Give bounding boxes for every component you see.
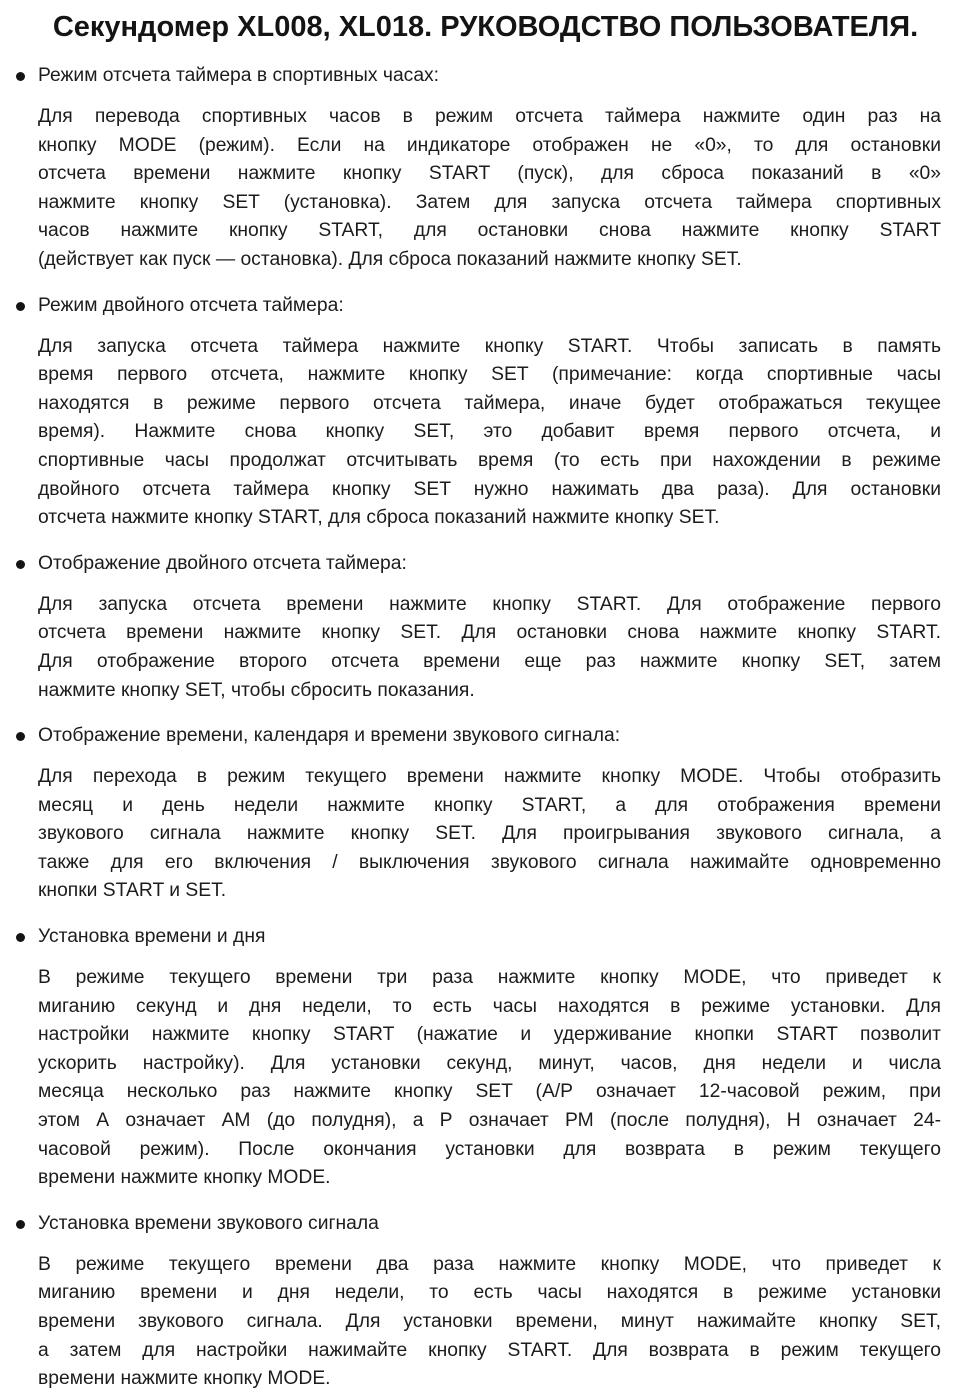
section-paragraph — [38, 964, 941, 1193]
section-heading: Отображение двойного отсчета таймера: — [38, 552, 407, 574]
manual-section — [0, 292, 971, 533]
bullet-icon — [16, 1220, 25, 1229]
paragraph-line: отсчета времени нажмите кнопку START (пуск), для сброса показаний в «0» — [38, 163, 941, 185]
paragraph-line: месяца несколько раз нажмите кнопку SET (А/Р означает 12-часовой режим, при — [38, 1081, 941, 1103]
paragraph-line: Для перевода спортивных часов в режим отсчета таймера нажмите один раз на — [38, 106, 941, 127]
paragraph-line: отсчета времени нажмите кнопку SET. Для остановки снова нажмите кнопку START. — [38, 622, 941, 644]
section-paragraph — [38, 591, 941, 705]
bullet-icon — [16, 302, 25, 311]
paragraph-line: В режиме текущего времени два раза нажмите кнопку MODE, что приведет к — [38, 1253, 941, 1275]
section-heading: Режим двойного отсчета таймера: — [38, 294, 344, 316]
paragraph-line: также для его включения / выключения звукового сигнала нажимайте одновременно — [38, 851, 941, 873]
paragraph-line: времени нажмите кнопку MODE. — [38, 1368, 331, 1390]
paragraph-line: времени нажмите кнопку MODE. — [38, 1167, 331, 1189]
paragraph-line: ускорить настройку). Для установки секунд, минут, часов, дня недели и числа — [38, 1052, 941, 1074]
paragraph-line: часов нажмите кнопку START, для остановки снова нажмите кнопку START — [38, 220, 941, 242]
paragraph-line: Для запуска отсчета таймера нажмите кнопку START. Чтобы записать в память — [38, 335, 941, 357]
section-paragraph — [38, 333, 941, 533]
manual-section — [0, 722, 971, 906]
paragraph-line: время первого отсчета, нажмите кнопку SET (примечание: когда спортивные часы — [38, 364, 941, 386]
manual-section — [0, 1210, 971, 1394]
manual-section — [0, 923, 971, 1193]
paragraph-line: нажмите кнопку SET (установка). Затем для запуска отсчета таймера спортивных — [38, 191, 941, 213]
section-heading: Установка времени звукового сигнала — [38, 1212, 379, 1234]
paragraph-line: настройки нажмите кнопку START (нажатие и удерживание кнопки START позволит — [38, 1024, 941, 1046]
paragraph-line: миганию секунд и дня недели, то есть часы находятся в режиме установки. Для — [38, 995, 941, 1017]
paragraph-line: Для запуска отсчета времени нажмите кнопку START. Для отображение первого — [38, 593, 941, 615]
section-heading: Установка времени и дня — [38, 926, 266, 948]
paragraph-line: отсчета нажмите кнопку START, для сброса показаний нажмите кнопку SET. — [38, 507, 720, 529]
section-heading: Отображение времени, календаря и времени звукового сигнала: — [38, 725, 621, 747]
paragraph-line: (действует как пуск — остановка). Для сброса показаний нажмите кнопку SET. — [38, 248, 742, 270]
paragraph-line: кнопки START и SET. — [38, 880, 227, 902]
paragraph-line: звукового сигнала нажмите кнопку SET. Для проигрывания звукового сигнала, а — [38, 823, 941, 845]
bullet-icon — [16, 732, 25, 741]
paragraph-line: кнопку MODE (режим). Если на индикаторе отображен не «0», то для остановки — [38, 134, 941, 156]
paragraph-line: этом А означает АМ (до полудня), а Р означает РМ (после полудня), Н означает 24- — [38, 1110, 941, 1132]
paragraph-line: двойного отсчета таймера кнопку SET нужно нажимать два раза). Для остановки — [38, 478, 941, 500]
paragraph-line: В режиме текущего времени три раза нажмите кнопку MODE, что приведет к — [38, 967, 941, 989]
manual-section — [0, 550, 971, 705]
paragraph-line: а затем для настройки нажимайте кнопку START. Для возврата в режим текущего — [38, 1339, 941, 1361]
section-heading: Режим отсчета таймера в спортивных часах: — [38, 65, 440, 86]
section-paragraph — [38, 1251, 941, 1394]
paragraph-line: время). Нажмите снова кнопку SET, это добавит время первого отсчета, и — [38, 421, 941, 443]
paragraph-line: Для перехода в режим текущего времени нажмите кнопку MODE. Чтобы отобразить — [38, 766, 941, 788]
bullet-icon — [16, 72, 25, 81]
bullet-icon — [16, 560, 25, 569]
paragraph-line: Для отображение второго отсчета времени еще раз нажмите кнопку SET, затем — [38, 650, 941, 672]
manual-sections — [0, 62, 971, 1394]
paragraph-line: миганию времени и дня недели, то есть часы находятся в режиме установки — [38, 1282, 941, 1304]
paragraph-line: часовой режим). После окончания установки для возврата в режим текущего — [38, 1138, 941, 1160]
section-paragraph — [38, 763, 941, 906]
page-title: Секундомер XL008, XL018. РУКОВОДСТВО ПОЛЬЗОВАТЕЛЯ. — [52, 11, 919, 43]
paragraph-line: нажмите кнопку SET, чтобы сбросить показания. — [38, 679, 475, 701]
paragraph-line: времени звукового сигнала. Для установки времени, минут нажимайте кнопку SET, — [38, 1311, 941, 1332]
paragraph-line: месяц и день недели нажмите кнопку START, а для отображения времени — [38, 794, 941, 816]
section-paragraph — [38, 103, 941, 275]
bullet-icon — [16, 933, 25, 942]
paragraph-line: спортивные часы продолжат отсчитывать время (то есть при нахождении в режиме — [38, 449, 941, 471]
manual-section — [0, 62, 971, 275]
paragraph-line: находятся в режиме первого отсчета таймера, иначе будет отображаться текущее — [38, 392, 941, 414]
